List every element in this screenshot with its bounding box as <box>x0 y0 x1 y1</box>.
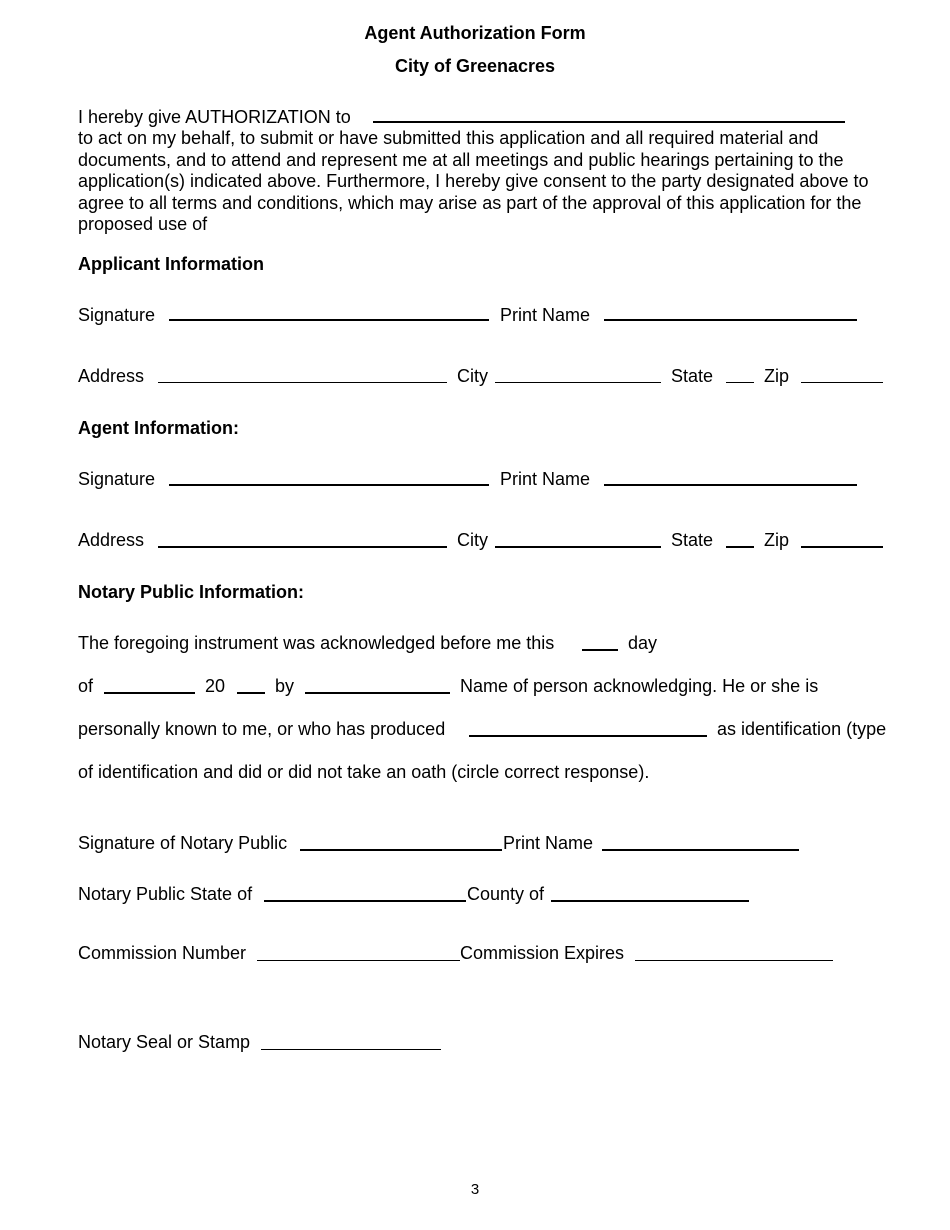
agent-signature-label: Signature <box>78 469 156 489</box>
notary-year-field[interactable] <box>237 692 265 694</box>
agent-print-name-field[interactable] <box>604 484 857 486</box>
notary-day-label: day <box>628 633 658 653</box>
commission-expires-label: Commission Expires <box>460 943 625 963</box>
applicant-state-label: State <box>671 366 714 386</box>
applicant-print-name-field[interactable] <box>604 319 857 321</box>
notary-produced-text: personally known to me, or who has produced <box>78 719 446 739</box>
agent-signature-field[interactable] <box>169 484 489 486</box>
notary-month-field[interactable] <box>104 692 195 694</box>
applicant-zip-label: Zip <box>764 366 790 386</box>
notary-acknowledged-text: The foregoing instrument was acknowledged before me this <box>78 633 555 653</box>
notary-print-name-field[interactable] <box>602 849 799 851</box>
notary-seal-field[interactable] <box>261 1049 441 1050</box>
notary-identification-field[interactable] <box>469 735 707 737</box>
agent-state-field[interactable] <box>726 546 754 548</box>
applicant-address-label: Address <box>78 366 145 386</box>
notary-oath-text: of identification and did or did not take an oath (circle correct response). <box>78 762 650 782</box>
agent-zip-label: Zip <box>764 530 790 550</box>
agent-city-field[interactable] <box>495 546 661 548</box>
form-subtitle: City of Greenacres <box>394 56 556 76</box>
notary-state-label: Notary Public State of <box>78 884 253 904</box>
notary-identification-text: as identification (type <box>717 719 887 739</box>
notary-signature-field[interactable] <box>300 849 502 851</box>
notary-day-field[interactable] <box>582 649 618 651</box>
notary-seal-label: Notary Seal or Stamp <box>78 1032 251 1052</box>
applicant-signature-label: Signature <box>78 305 156 325</box>
authorized-agent-field[interactable] <box>373 121 845 123</box>
notary-person-text: Name of person acknowledging. He or she is <box>460 676 819 696</box>
agent-address-label: Address <box>78 530 145 550</box>
notary-person-name-field[interactable] <box>305 692 450 694</box>
applicant-signature-field[interactable] <box>169 319 489 321</box>
form-title: Agent Authorization Form <box>364 23 586 43</box>
notary-print-name-label: Print Name <box>503 833 594 853</box>
authorization-lead: I hereby give AUTHORIZATION to <box>78 107 351 127</box>
notary-heading: Notary Public Information: <box>78 582 305 602</box>
applicant-zip-field[interactable] <box>801 382 883 383</box>
commission-number-field[interactable] <box>257 960 460 961</box>
agent-heading: Agent Information: <box>78 418 239 438</box>
notary-signature-label: Signature of Notary Public <box>78 833 288 853</box>
authorization-body: to act on my behalf, to submit or have submitted this application and all required material and documents, and to attend and represent me at all meetings and public hearings pertaining to the application(s) indicated above. Furthermore, I hereby give consent to the party designated above to agree to all terms and conditions, which may arise as part of the approval of this application for the proposed use of <box>78 128 869 234</box>
applicant-city-label: City <box>457 366 488 386</box>
commission-number-label: Commission Number <box>78 943 247 963</box>
applicant-state-field[interactable] <box>726 382 754 383</box>
notary-county-field[interactable] <box>551 900 749 902</box>
notary-of-label: of <box>78 676 94 696</box>
notary-state-field[interactable] <box>264 900 466 902</box>
page-number: 3 <box>470 1181 480 1198</box>
agent-zip-field[interactable] <box>801 546 883 548</box>
notary-county-label: County of <box>467 884 545 904</box>
agent-city-label: City <box>457 530 488 550</box>
applicant-address-field[interactable] <box>158 382 447 383</box>
agent-print-name-label: Print Name <box>500 469 591 489</box>
applicant-city-field[interactable] <box>495 382 661 383</box>
notary-by-label: by <box>275 676 295 696</box>
applicant-print-name-label: Print Name <box>500 305 591 325</box>
commission-expires-field[interactable] <box>635 960 833 961</box>
agent-address-field[interactable] <box>158 546 447 548</box>
applicant-heading: Applicant Information <box>78 254 264 274</box>
notary-year-prefix: 20 <box>205 676 226 696</box>
agent-state-label: State <box>671 530 714 550</box>
